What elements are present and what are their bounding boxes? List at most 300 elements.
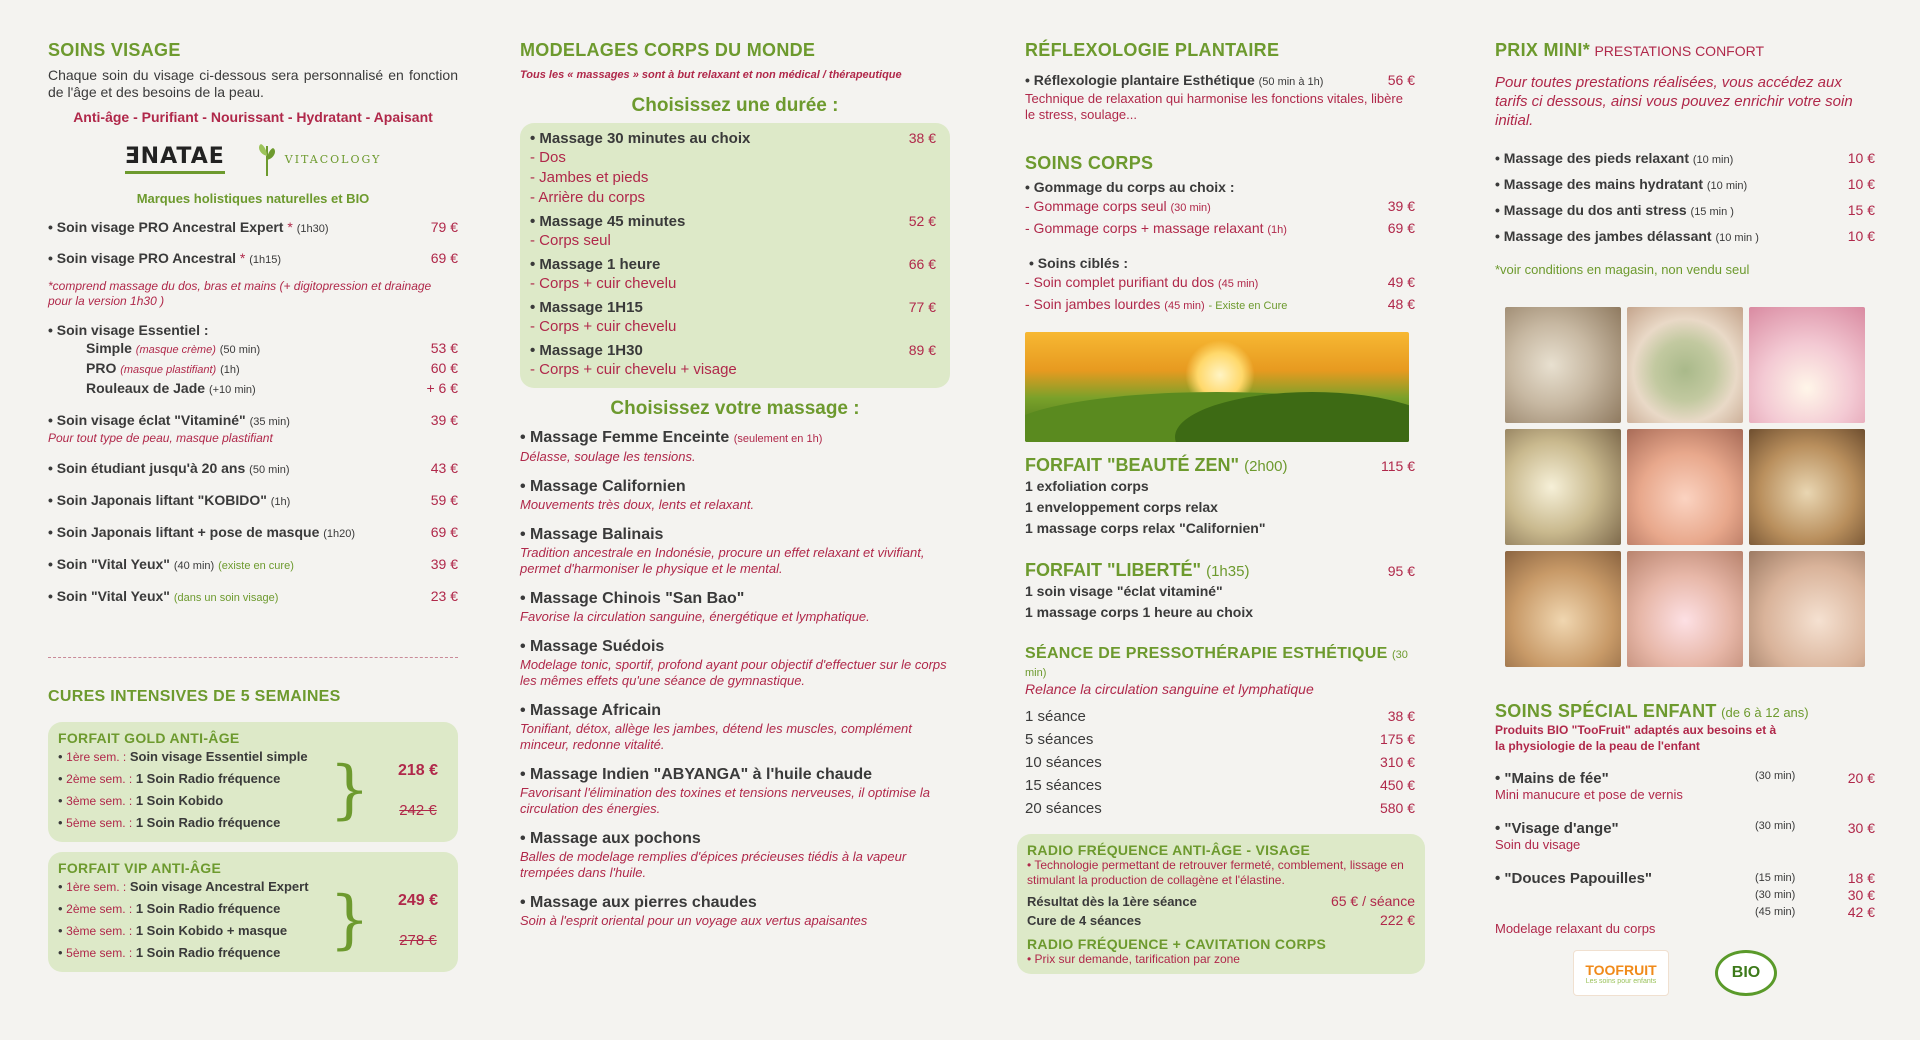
item-duration: (1h15) bbox=[249, 254, 282, 266]
prix-mini-intro: Pour toutes prestations réalisées, vous accédez aux tarifs ci dessous, ainsi vous pouvez enrichir votre soin initial. bbox=[1495, 74, 1853, 129]
forfait-line: 1 exfoliation corps bbox=[1025, 478, 1149, 494]
menu-item-simple bbox=[48, 339, 458, 359]
item-extra: (seulement en 1h) bbox=[733, 433, 823, 445]
massage-desc: Favorise la circulation sanguine, énergétique et lymphatique. bbox=[520, 609, 870, 624]
enfant-item-ange bbox=[1495, 820, 1875, 837]
duration-item bbox=[530, 341, 936, 360]
duration-item bbox=[530, 298, 936, 317]
item-price: 38 € bbox=[1387, 708, 1415, 724]
cure-week: 2ème sem. : bbox=[66, 772, 133, 786]
item-duration: (45 min) bbox=[1218, 278, 1259, 290]
prix-mini-subtitle: PRESTATIONS CONFORT bbox=[1594, 43, 1765, 59]
massage-item bbox=[520, 893, 950, 929]
item-duration: (1h) bbox=[1267, 224, 1287, 236]
item-name: • Massage 30 minutes au choix bbox=[530, 130, 750, 148]
duration-sub: - Arrière du corps bbox=[530, 189, 646, 206]
item-price: 175 € bbox=[1379, 731, 1415, 747]
presso-item bbox=[1025, 774, 1415, 797]
massage-item bbox=[520, 428, 950, 465]
forfait-vip-box bbox=[48, 852, 458, 972]
massage-title bbox=[520, 893, 950, 913]
foot-photo bbox=[1749, 551, 1865, 667]
hand-bowl-photo bbox=[1505, 551, 1621, 667]
toofruit-sub: Les soins pour enfants bbox=[1585, 977, 1657, 985]
gommage-heading bbox=[1025, 178, 1415, 196]
item-detail: (masque crème) bbox=[135, 344, 216, 356]
item-price: 39 € bbox=[430, 556, 458, 572]
item-name: • Massage Africain bbox=[520, 702, 661, 719]
choose-massage-heading: Choisissez votre massage : bbox=[610, 398, 860, 419]
massage-title bbox=[520, 701, 950, 721]
cure-week: 2ème sem. : bbox=[66, 902, 133, 916]
item-name: Rouleaux de Jade bbox=[86, 380, 206, 396]
menu-item-vital-yeux-cure bbox=[48, 555, 458, 575]
item-duration: (50 min) bbox=[219, 344, 261, 356]
item-name: 10 séances bbox=[1025, 754, 1102, 771]
cavitation-desc-text: Prix sur demande, tarification par zone bbox=[1034, 952, 1240, 966]
cure-line: • 2ème sem. : 1 Soin Radio fréquence bbox=[58, 901, 281, 916]
item-detail: (masque plastifiant) bbox=[120, 364, 217, 376]
item-name: • Soin visage PRO Ancestral bbox=[48, 250, 236, 266]
pressotherapie-subtitle: Relance la circulation sanguine et lymphatique bbox=[1025, 681, 1314, 697]
asterisk: * bbox=[239, 250, 246, 266]
item-duration: (30 min) bbox=[1755, 770, 1796, 782]
forfait-vip-lines bbox=[58, 876, 311, 964]
enfant-item-papouilles bbox=[1495, 870, 1875, 921]
bio-badge-icon bbox=[1715, 950, 1777, 996]
item-duration: (15 min) bbox=[1755, 872, 1796, 884]
cure-week: 1ère sem. : bbox=[66, 750, 127, 764]
item-name: • Massage 45 minutes bbox=[530, 213, 685, 231]
cure-week: 5ème sem. : bbox=[66, 946, 133, 960]
section-divider bbox=[48, 657, 458, 658]
toofruit-logo bbox=[1573, 950, 1669, 996]
item-name: 20 séances bbox=[1025, 800, 1102, 817]
item-name: - Gommage corps + massage relaxant bbox=[1025, 220, 1264, 236]
item-left bbox=[1495, 146, 1733, 172]
item-name: • Massage Suédois bbox=[520, 638, 664, 655]
item-price: 18 € bbox=[1847, 870, 1875, 886]
radio-result-row bbox=[1027, 892, 1415, 911]
item-price: 59 € bbox=[430, 492, 458, 508]
forfait-liberte-duration: (1h35) bbox=[1206, 563, 1250, 580]
item-duration: (1h) bbox=[220, 364, 240, 376]
item-duration: (40 min) bbox=[173, 560, 215, 572]
candle-petals-photo bbox=[1749, 307, 1865, 423]
item-name: • "Visage d'ange" bbox=[1495, 820, 1755, 837]
massage-title bbox=[520, 829, 950, 849]
forfait-vip-old-price: 278 € bbox=[399, 931, 437, 949]
item-price: 450 € bbox=[1379, 777, 1415, 793]
menu-item-reflexologie bbox=[1025, 71, 1415, 91]
forfait-line: 1 soin visage "éclat vitaminé" bbox=[1025, 583, 1223, 599]
prix-mini-item bbox=[1495, 224, 1875, 250]
massage-item bbox=[520, 525, 950, 577]
massage-title bbox=[520, 765, 950, 785]
item-name: • Massage Femme Enceinte bbox=[520, 429, 729, 446]
corps-item bbox=[1025, 272, 1415, 294]
presso-item bbox=[1025, 797, 1415, 820]
item-duration: (30 min) bbox=[1755, 889, 1796, 901]
item-price: 15 € bbox=[1847, 202, 1875, 218]
cibles-items bbox=[1025, 272, 1415, 316]
item-duration: (10 min) bbox=[1706, 180, 1748, 192]
duration-sub: - Dos bbox=[530, 149, 566, 166]
cure-line: • 2ème sem. : 1 Soin Radio fréquence bbox=[58, 771, 281, 786]
brand-logos bbox=[48, 131, 458, 187]
item-name: - Soin complet purifiant du dos bbox=[1025, 274, 1215, 290]
cavitation-desc: • Prix sur demande, tarification par zone bbox=[1027, 952, 1240, 966]
modelages-subtitle: Tous les « massages » sont à but relaxant et non médical / thérapeutique bbox=[520, 69, 902, 81]
item-name: Simple bbox=[86, 340, 132, 356]
forfait-vip-price: 249 € bbox=[397, 891, 439, 909]
massage-desc: Modelage tonic, sportif, profond ayant pour objectif d'effectuer sur le corps les mêmes effets qu'une séance de gymnastique. bbox=[520, 657, 947, 688]
forfait-liberte-lines bbox=[1025, 581, 1415, 623]
item-name: • Soin Japonais liftant + pose de masque bbox=[48, 524, 319, 540]
soins-visage-tagline: Anti-âge - Purifiant - Nourissant - Hydratant - Apaisant bbox=[73, 109, 433, 125]
item-extra: (existe en cure) bbox=[218, 560, 294, 572]
radio-frequence-desc: • Technologie permettant de retrouver fermeté, comblement, lissage en stimulant la production de collagène et l'élastine. bbox=[1027, 858, 1404, 887]
item-name: • Massage Chinois "San Bao" bbox=[520, 590, 744, 607]
massage-desc: Balles de modelage remplies d'épices précieuses tiédis à la vapeur trempées dans l'huile. bbox=[520, 849, 907, 880]
mortar-photo bbox=[1749, 429, 1865, 545]
item-price: 53 € bbox=[430, 340, 458, 356]
brace-icon: } bbox=[329, 883, 370, 957]
duration-sub: - Corps + cuir chevelu + visage bbox=[530, 361, 737, 378]
item-name: - Gommage corps seul bbox=[1025, 198, 1167, 214]
brace-icon: } bbox=[329, 753, 370, 827]
presso-item bbox=[1025, 751, 1415, 774]
item-name: Résultat dès la 1ère séance bbox=[1027, 894, 1197, 909]
cure-text: 1 Soin Radio fréquence bbox=[135, 771, 281, 786]
duration-item bbox=[530, 129, 936, 148]
item-name: • Massage Balinais bbox=[520, 526, 663, 543]
item-duration: (50 min) bbox=[249, 464, 290, 476]
section-title-soins-corps: SOINS CORPS bbox=[1025, 153, 1154, 173]
duration-item bbox=[530, 212, 936, 231]
item-name: • Soin Japonais liftant "KOBIDO" bbox=[48, 492, 267, 508]
radio-frequence-box bbox=[1017, 834, 1425, 974]
enfant-age: (de 6 à 12 ans) bbox=[1721, 705, 1809, 720]
cure-line: • 5ème sem. : 1 Soin Radio fréquence bbox=[58, 815, 281, 830]
item-left bbox=[1025, 196, 1211, 218]
item-price: 69 € bbox=[430, 250, 458, 266]
duration-item bbox=[530, 255, 936, 274]
item-name: • Massage Indien "ABYANGA" à l'huile chaude bbox=[520, 766, 872, 783]
item-left bbox=[1025, 272, 1258, 294]
menu-item-rouleaux bbox=[48, 379, 458, 399]
cure-line: • 3ème sem. : 1 Soin Kobido + masque bbox=[58, 923, 288, 938]
cure-text: 1 Soin Kobido + masque bbox=[135, 923, 288, 938]
item-price: 580 € bbox=[1379, 800, 1415, 816]
cavitation-title: RADIO FRÉQUENCE + CAVITATION CORPS bbox=[1027, 936, 1327, 952]
forfait-line: 1 massage corps 1 heure au choix bbox=[1025, 604, 1253, 620]
item-duration: (30 min) bbox=[1170, 202, 1211, 214]
cibles-heading bbox=[1025, 254, 1415, 272]
item-price: 48 € bbox=[1387, 296, 1415, 312]
cure-week: 1ère sem. : bbox=[66, 880, 127, 894]
leaf-icon bbox=[255, 142, 279, 176]
vitacology-logo bbox=[255, 142, 382, 176]
brands-note: Marques holistiques naturelles et BIO bbox=[136, 191, 370, 206]
item-price: 10 € bbox=[1847, 176, 1875, 192]
cure-line: • 1ère sem. : Soin visage Essentiel simple bbox=[58, 749, 308, 764]
item-left bbox=[1495, 198, 1734, 224]
item-price: 310 € bbox=[1379, 754, 1415, 770]
item-name: • Massage 1 heure bbox=[530, 256, 660, 274]
prix-mini-item bbox=[1495, 198, 1875, 224]
item-price: 30 € bbox=[1847, 887, 1875, 903]
item-price: 38 € bbox=[908, 130, 936, 146]
menu-item-ancestral-expert bbox=[48, 218, 458, 238]
forfait-zen-lines bbox=[1025, 476, 1415, 539]
item-price: 66 € bbox=[908, 256, 936, 272]
cure-text: 1 Soin Radio fréquence bbox=[135, 815, 281, 830]
item-duration: (50 min à 1h) bbox=[1258, 76, 1324, 88]
asterisk: * bbox=[287, 219, 293, 235]
item-price: 23 € bbox=[430, 588, 458, 604]
section-title-pressotherapie: SÉANCE DE PRESSOTHÉRAPIE ESTHÉTIQUE bbox=[1025, 645, 1388, 662]
menu-item-kobido-masque bbox=[48, 523, 458, 543]
menu-item-kobido bbox=[48, 491, 458, 511]
item-name: • "Mains de fée" bbox=[1495, 770, 1755, 787]
item-name: • Massage des jambes délassant bbox=[1495, 228, 1712, 244]
eclat-note: Pour tout type de peau, masque plastifiant bbox=[48, 431, 273, 445]
item-name: • Massage 1H15 bbox=[530, 299, 643, 317]
vitacology-label: VITACOLOGY bbox=[284, 152, 382, 166]
item-price: 89 € bbox=[908, 342, 936, 358]
section-title-soins-visage: SOINS VISAGE bbox=[48, 40, 181, 60]
item-price: 79 € bbox=[430, 219, 458, 235]
menu-item-ancestral bbox=[48, 249, 458, 269]
menu-item-eclat bbox=[48, 411, 458, 431]
modelages-column bbox=[520, 40, 950, 929]
massage-title bbox=[520, 477, 950, 497]
corps-item bbox=[1025, 294, 1415, 316]
enfant-ange-desc: Soin du visage bbox=[1495, 837, 1581, 852]
rose-petals-photo bbox=[1627, 551, 1743, 667]
item-price: 10 € bbox=[1847, 228, 1875, 244]
item-price: 52 € bbox=[908, 213, 936, 229]
soins-visage-intro: Chaque soin du visage ci-dessous sera personnalisé en fonction de l'âge et des besoins de la peau. bbox=[48, 67, 458, 100]
item-price: 10 € bbox=[1847, 150, 1875, 166]
massage-item bbox=[520, 829, 950, 881]
cure-week: 5ème sem. : bbox=[66, 816, 133, 830]
item-extra: - Existe en Cure bbox=[1208, 300, 1288, 312]
massage-item bbox=[520, 477, 950, 513]
forfait-gold-price: 218 € bbox=[397, 761, 439, 779]
item-duration: (30 min) bbox=[1755, 820, 1796, 832]
toofruit-label: TOOFRUIT bbox=[1585, 961, 1657, 978]
choose-duration-heading: Choisissez une durée : bbox=[631, 95, 839, 116]
item-name: • Massage du dos anti stress bbox=[1495, 202, 1687, 218]
bio-label: BIO bbox=[1731, 964, 1761, 981]
menu-item-essentiel bbox=[48, 321, 458, 339]
item-name: PRO bbox=[86, 360, 117, 376]
reflexologie-column bbox=[1025, 40, 1415, 974]
item-name: 1 séance bbox=[1025, 708, 1086, 725]
cure-text: 1 Soin Kobido bbox=[135, 793, 224, 808]
pressotherapie-duration: (30 min) bbox=[1025, 649, 1408, 679]
cure-text: 1 Soin Radio fréquence bbox=[135, 945, 281, 960]
item-price: 43 € bbox=[430, 460, 458, 476]
section-title-prix-mini: PRIX MINI* bbox=[1495, 40, 1591, 60]
item-price: 39 € bbox=[430, 412, 458, 428]
prix-mini-item bbox=[1495, 146, 1875, 172]
item-duration: (35 min) bbox=[249, 416, 290, 428]
massage-item bbox=[520, 765, 950, 817]
forfait-gold-old-price: 242 € bbox=[399, 801, 437, 819]
cure-text: Soin visage Essentiel simple bbox=[129, 749, 308, 764]
gommage-items bbox=[1025, 196, 1415, 240]
cure-line: • 5ème sem. : 1 Soin Radio fréquence bbox=[58, 945, 281, 960]
enfant-papouilles-desc: Modelage relaxant du corps bbox=[1495, 921, 1656, 936]
forfait-gold-lines bbox=[58, 746, 311, 834]
duration-sub: - Corps + cuir chevelu bbox=[530, 275, 677, 292]
item-name: • Massage Californien bbox=[520, 478, 686, 495]
presso-item bbox=[1025, 728, 1415, 751]
item-name: • "Douces Papouilles" bbox=[1495, 870, 1755, 921]
forfait-zen-duration: (2h00) bbox=[1244, 458, 1288, 475]
item-name: • Soin "Vital Yeux" bbox=[48, 556, 170, 572]
item-name: 5 séances bbox=[1025, 731, 1094, 748]
massage-item bbox=[520, 589, 950, 625]
massage-desc: Délasse, soulage les tensions. bbox=[520, 449, 696, 464]
item-duration: (dans un soin visage) bbox=[173, 592, 279, 604]
duration-sub: - Jambes et pieds bbox=[530, 169, 649, 186]
massage-desc: Soin à l'esprit oriental pour un voyage aux vertus apaisantes bbox=[520, 913, 868, 928]
item-name: • Soin étudiant jusqu'à 20 ans bbox=[48, 460, 245, 476]
enfant-fee-desc: Mini manucure et pose de vernis bbox=[1495, 787, 1683, 802]
forfait-line: 1 massage corps relax "Californien" bbox=[1025, 520, 1266, 536]
massage-title bbox=[520, 428, 950, 449]
item-duration: (15 min ) bbox=[1690, 206, 1734, 218]
menu-item-vital-yeux bbox=[48, 587, 458, 607]
radio-desc-text: Technologie permettant de retrouver fermeté, comblement, lissage en stimulant la production de collagène et l'élastine. bbox=[1027, 858, 1404, 887]
bath-salts-photo bbox=[1505, 429, 1621, 545]
item-name: - Soin jambes lourdes bbox=[1025, 296, 1161, 312]
massage-desc: Tonifiant, détox, allège les jambes, détend les muscles, complément minceur, redonne vitalité. bbox=[520, 721, 912, 752]
corps-item bbox=[1025, 196, 1415, 218]
cure-text: 1 Soin Radio fréquence bbox=[135, 901, 281, 916]
massage-desc: Tradition ancestrale en Indonésie, procure un effet relaxant et vivifiant, permet d'harmoniser le physique et le mental. bbox=[520, 545, 925, 576]
item-duration: (+10 min) bbox=[208, 384, 256, 396]
pressotherapie-items bbox=[1025, 705, 1415, 820]
massage-item bbox=[520, 701, 950, 753]
spa-photo-grid bbox=[1505, 307, 1875, 667]
face-mask-photo bbox=[1627, 307, 1743, 423]
section-title-cures: CURES INTENSIVES DE 5 SEMAINES bbox=[48, 688, 341, 705]
item-duration: (1h) bbox=[270, 496, 291, 508]
duration-sub: - Corps seul bbox=[530, 232, 611, 249]
forfait-zen-price: 115 € bbox=[1381, 458, 1415, 474]
cure-line: • 1ère sem. : Soin visage Ancestral Expert bbox=[58, 879, 309, 894]
item-price: 30 € bbox=[1847, 820, 1875, 836]
section-title-reflexologie: RÉFLEXOLOGIE PLANTAIRE bbox=[1025, 40, 1280, 60]
durations-box bbox=[520, 123, 950, 388]
item-price: + 6 € bbox=[426, 380, 458, 396]
item-name: 15 séances bbox=[1025, 777, 1102, 794]
item-left bbox=[1025, 294, 1287, 316]
item-left bbox=[1495, 224, 1759, 250]
forfait-liberte-price: 95 € bbox=[1387, 563, 1415, 579]
cure-line: • 3ème sem. : 1 Soin Kobido bbox=[58, 793, 224, 808]
massage-title bbox=[520, 589, 950, 609]
item-left bbox=[1495, 172, 1747, 198]
forfait-gold-box bbox=[48, 722, 458, 842]
item-name: • Gommage du corps au choix : bbox=[1025, 178, 1235, 196]
section-title-enfant: SOINS SPÉCIAL ENFANT bbox=[1495, 701, 1717, 721]
enatae-logo: ƎNATAE bbox=[125, 144, 225, 174]
item-name: • Massage des mains hydratant bbox=[1495, 176, 1703, 192]
spa-stones-photo bbox=[1505, 307, 1621, 423]
item-price: 49 € bbox=[1387, 274, 1415, 290]
reflexologie-note: Technique de relaxation qui harmonise les fonctions vitales, libère le stress, soulage... bbox=[1025, 91, 1403, 122]
item-duration: (45 min) bbox=[1164, 300, 1205, 312]
item-duration: (10 min ) bbox=[1715, 232, 1759, 244]
item-price: 56 € bbox=[1387, 72, 1415, 88]
item-name: Cure de 4 séances bbox=[1027, 913, 1142, 928]
item-price: 65 € / séance bbox=[1330, 893, 1415, 909]
prix-mini-note: *voir conditions en magasin, non vendu seul bbox=[1495, 262, 1750, 277]
prix-mini-item bbox=[1495, 172, 1875, 198]
forfait-liberte bbox=[1025, 561, 1415, 581]
massage-desc: Mouvements très doux, lents et relaxant. bbox=[520, 497, 755, 512]
enfant-subtitle: Produits BIO "TooFruit" adaptés aux besoins et à la physiologie de la peau de l'enfant bbox=[1495, 723, 1777, 753]
radio-frequence-title: RADIO FRÉQUENCE ANTI-ÂGE - VISAGE bbox=[1027, 842, 1311, 858]
cure-text: Soin visage Ancestral Expert bbox=[129, 879, 309, 894]
item-duration: (10 min) bbox=[1692, 154, 1734, 166]
item-left bbox=[1025, 218, 1287, 240]
cure-week: 3ème sem. : bbox=[66, 794, 133, 808]
item-name: • Soins ciblés : bbox=[1029, 254, 1128, 272]
massage-item bbox=[520, 637, 950, 689]
item-name: • Massage aux pochons bbox=[520, 830, 701, 847]
duration-sub: - Corps + cuir chevelu bbox=[530, 318, 677, 335]
item-price: 42 € bbox=[1847, 904, 1875, 920]
item-name: • Soin visage PRO Ancestral Expert bbox=[48, 219, 283, 235]
item-price: 39 € bbox=[1387, 198, 1415, 214]
cure-week: 3ème sem. : bbox=[66, 924, 133, 938]
forfait-zen bbox=[1025, 456, 1415, 476]
soins-visage-column bbox=[48, 40, 458, 972]
item-name: • Massage aux pierres chaudes bbox=[520, 894, 757, 911]
massage-desc: Favorisant l'élimination des toxines et tensions nerveuses, il optimise la circulation des énergies. bbox=[520, 785, 931, 816]
menu-item-pro bbox=[48, 359, 458, 379]
item-price: 20 € bbox=[1847, 770, 1875, 786]
presso-item bbox=[1025, 705, 1415, 728]
forfait-gold-title: FORFAIT GOLD ANTI-ÂGE bbox=[58, 730, 240, 746]
item-price: 69 € bbox=[1387, 220, 1415, 236]
item-name: • Massage 1H30 bbox=[530, 342, 643, 360]
item-duration: (1h30) bbox=[296, 223, 329, 235]
forfait-liberte-title: FORFAIT "LIBERTÉ" bbox=[1025, 560, 1202, 580]
item-name: • Soin visage Essentiel : bbox=[48, 321, 209, 339]
landscape-photo bbox=[1025, 332, 1409, 442]
prix-mini-column bbox=[1495, 40, 1875, 996]
massage-title bbox=[520, 525, 950, 545]
item-price: 222 € bbox=[1379, 912, 1415, 928]
massage-title bbox=[520, 637, 950, 657]
item-price: 69 € bbox=[430, 524, 458, 540]
forfait-zen-title: FORFAIT "BEAUTÉ ZEN" bbox=[1025, 455, 1240, 475]
forfait-line: 1 enveloppement corps relax bbox=[1025, 499, 1218, 515]
section-title-modelages: MODELAGES CORPS DU MONDE bbox=[520, 40, 816, 60]
item-duration: (1h20) bbox=[323, 528, 356, 540]
corps-item bbox=[1025, 218, 1415, 240]
radio-cure-row bbox=[1027, 911, 1415, 930]
enfant-item-fee bbox=[1495, 770, 1875, 787]
